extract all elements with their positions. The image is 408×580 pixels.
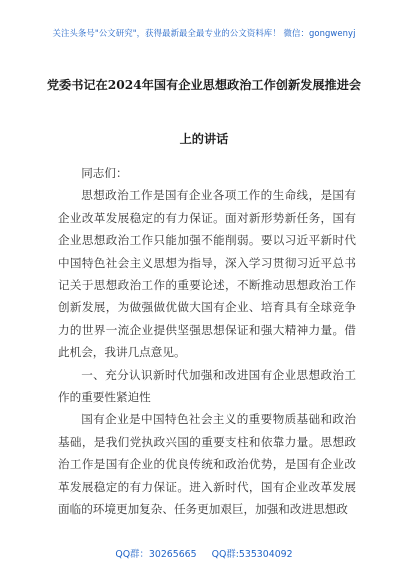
body-paragraph: 国有企业是中国特色社会主义的重要物质基础和政治基础，是我们党执政兴国的重要支柱和依靠力量。思想政治工作是国有企业的优良传统和政治优势，是国有企业改革发展稳定的有力保证。进入新时代，国有企业改革发展面临的环境更加复杂、任务更加艰巨，加强和改进思想政 [58, 412, 356, 517]
section-heading: 一、充分认识新时代加强和改进国有企业思想政治工作的重要性紧迫性 [58, 367, 356, 405]
greeting: 同志们： [81, 166, 128, 180]
body-paragraph: 思想政治工作是国有企业各项工作的生命线，是国有企业改革发展稳定的有力保证。面对新形势新任务，国有企业思想政治工作只能加强不能削弱。要以习近平新时代中国特色社会主义思想为指导，深入学习贯彻习近平总书记关于思想政治工作的重要论述，不断推动思想政治工作创新发展，为做强做优做大国有企业、培育具有全球竞争力的世界一流企业提供坚强思想保证和强大精神力量。借此机会，我讲几点意见。 [58, 188, 356, 360]
footer-qq-group-1: QQ群：30265665 [115, 549, 197, 560]
footer-contact [0, 546, 408, 560]
document-body [58, 162, 356, 521]
document-title-line-2: 上的讲话 [179, 132, 229, 146]
footer-qq-group-2: QQ群:535304092 [211, 549, 293, 560]
header-note: 关注头条号"公文研究"，获得最新最全最专业的公文资料库！ 微信：gongwenyj [52, 28, 356, 38]
document-title-line-1: 党委书记在2024年国有企业思想政治工作创新发展推进会 [46, 78, 362, 92]
